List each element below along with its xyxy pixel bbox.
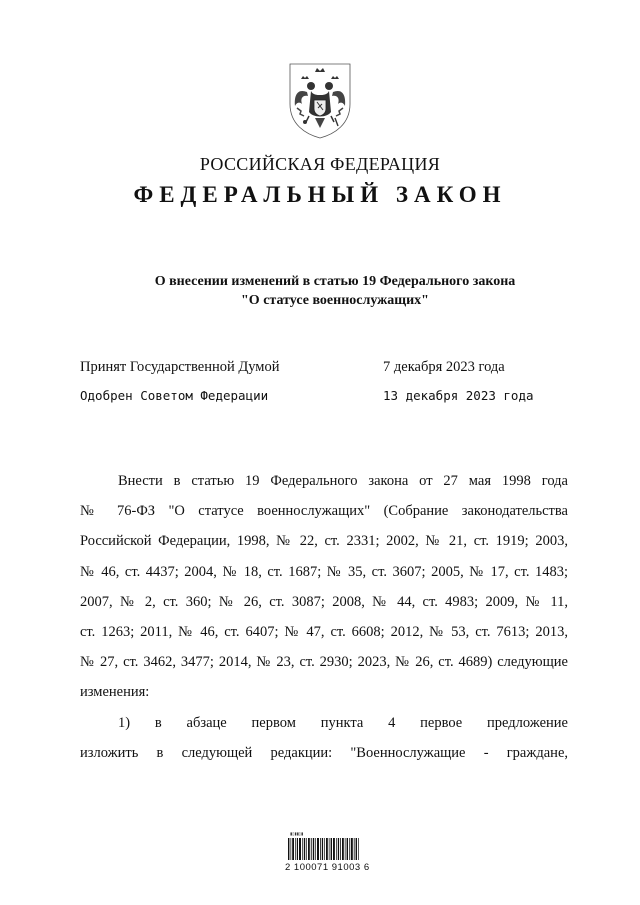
body-line: № 27, ст. 3462, 3477; 2014, № 23, ст. 2930; 2023, № 26, ст. 4689) следующие bbox=[80, 654, 568, 671]
body-line: 1) в абзаце первом пункта 4 первое предложение bbox=[118, 714, 568, 731]
council-date: 13 декабря 2023 года bbox=[383, 388, 534, 403]
body-line: Внести в статью 19 Федерального закона от 27 мая 1998 года bbox=[118, 473, 568, 489]
svg-text:▮▯▮▮▯▮: ▮▯▮▮▯▮ bbox=[290, 831, 304, 836]
country-heading: РОССИЙСКАЯ ФЕДЕРАЦИЯ bbox=[199, 154, 441, 174]
body-line: изложить в следующей редакции: "Военнослужащие - граждане, bbox=[80, 744, 568, 761]
russian-coat-of-arms-icon bbox=[287, 62, 353, 140]
law-title-line: "О статусе военнослужащих" bbox=[241, 293, 429, 308]
law-title bbox=[80, 272, 590, 310]
body-line: № 76-ФЗ "О статусе военнослужащих" (Собрание законодательства bbox=[80, 503, 568, 520]
body-line: № 46, ст. 4437; 2004, № 18, ст. 1687; № 35, ст. 3607; 2005, № 17, ст. 1483; bbox=[80, 563, 568, 580]
law-title-line: О внесении изменений в статью 19 Федерального закона bbox=[154, 274, 516, 289]
body-line: изменения: bbox=[80, 684, 150, 701]
council-label: Одобрен Советом Федерации bbox=[80, 388, 269, 403]
body-line: Российской Федерации, 1998, № 22, ст. 2331; 2002, № 21, ст. 1919; 2003, bbox=[80, 533, 568, 550]
law-type-heading: ФЕДЕРАЛЬНЫЙ ЗАКОН bbox=[133, 182, 507, 207]
duma-label: Принят Государственной Думой bbox=[80, 359, 280, 375]
duma-date: 7 декабря 2023 года bbox=[383, 359, 505, 375]
barcode-number: 2 100071 91003 6 bbox=[285, 862, 370, 873]
body-line: 2007, № 2, ст. 360; № 26, ст. 3087; 2008, № 44, ст. 4983; 2009, № 11, bbox=[80, 593, 568, 610]
body-line: ст. 1263; 2011, № 46, ст. 6407; № 47, ст. 6608; 2012, № 53, ст. 7613; 2013, bbox=[80, 624, 568, 641]
law-body bbox=[80, 466, 568, 768]
